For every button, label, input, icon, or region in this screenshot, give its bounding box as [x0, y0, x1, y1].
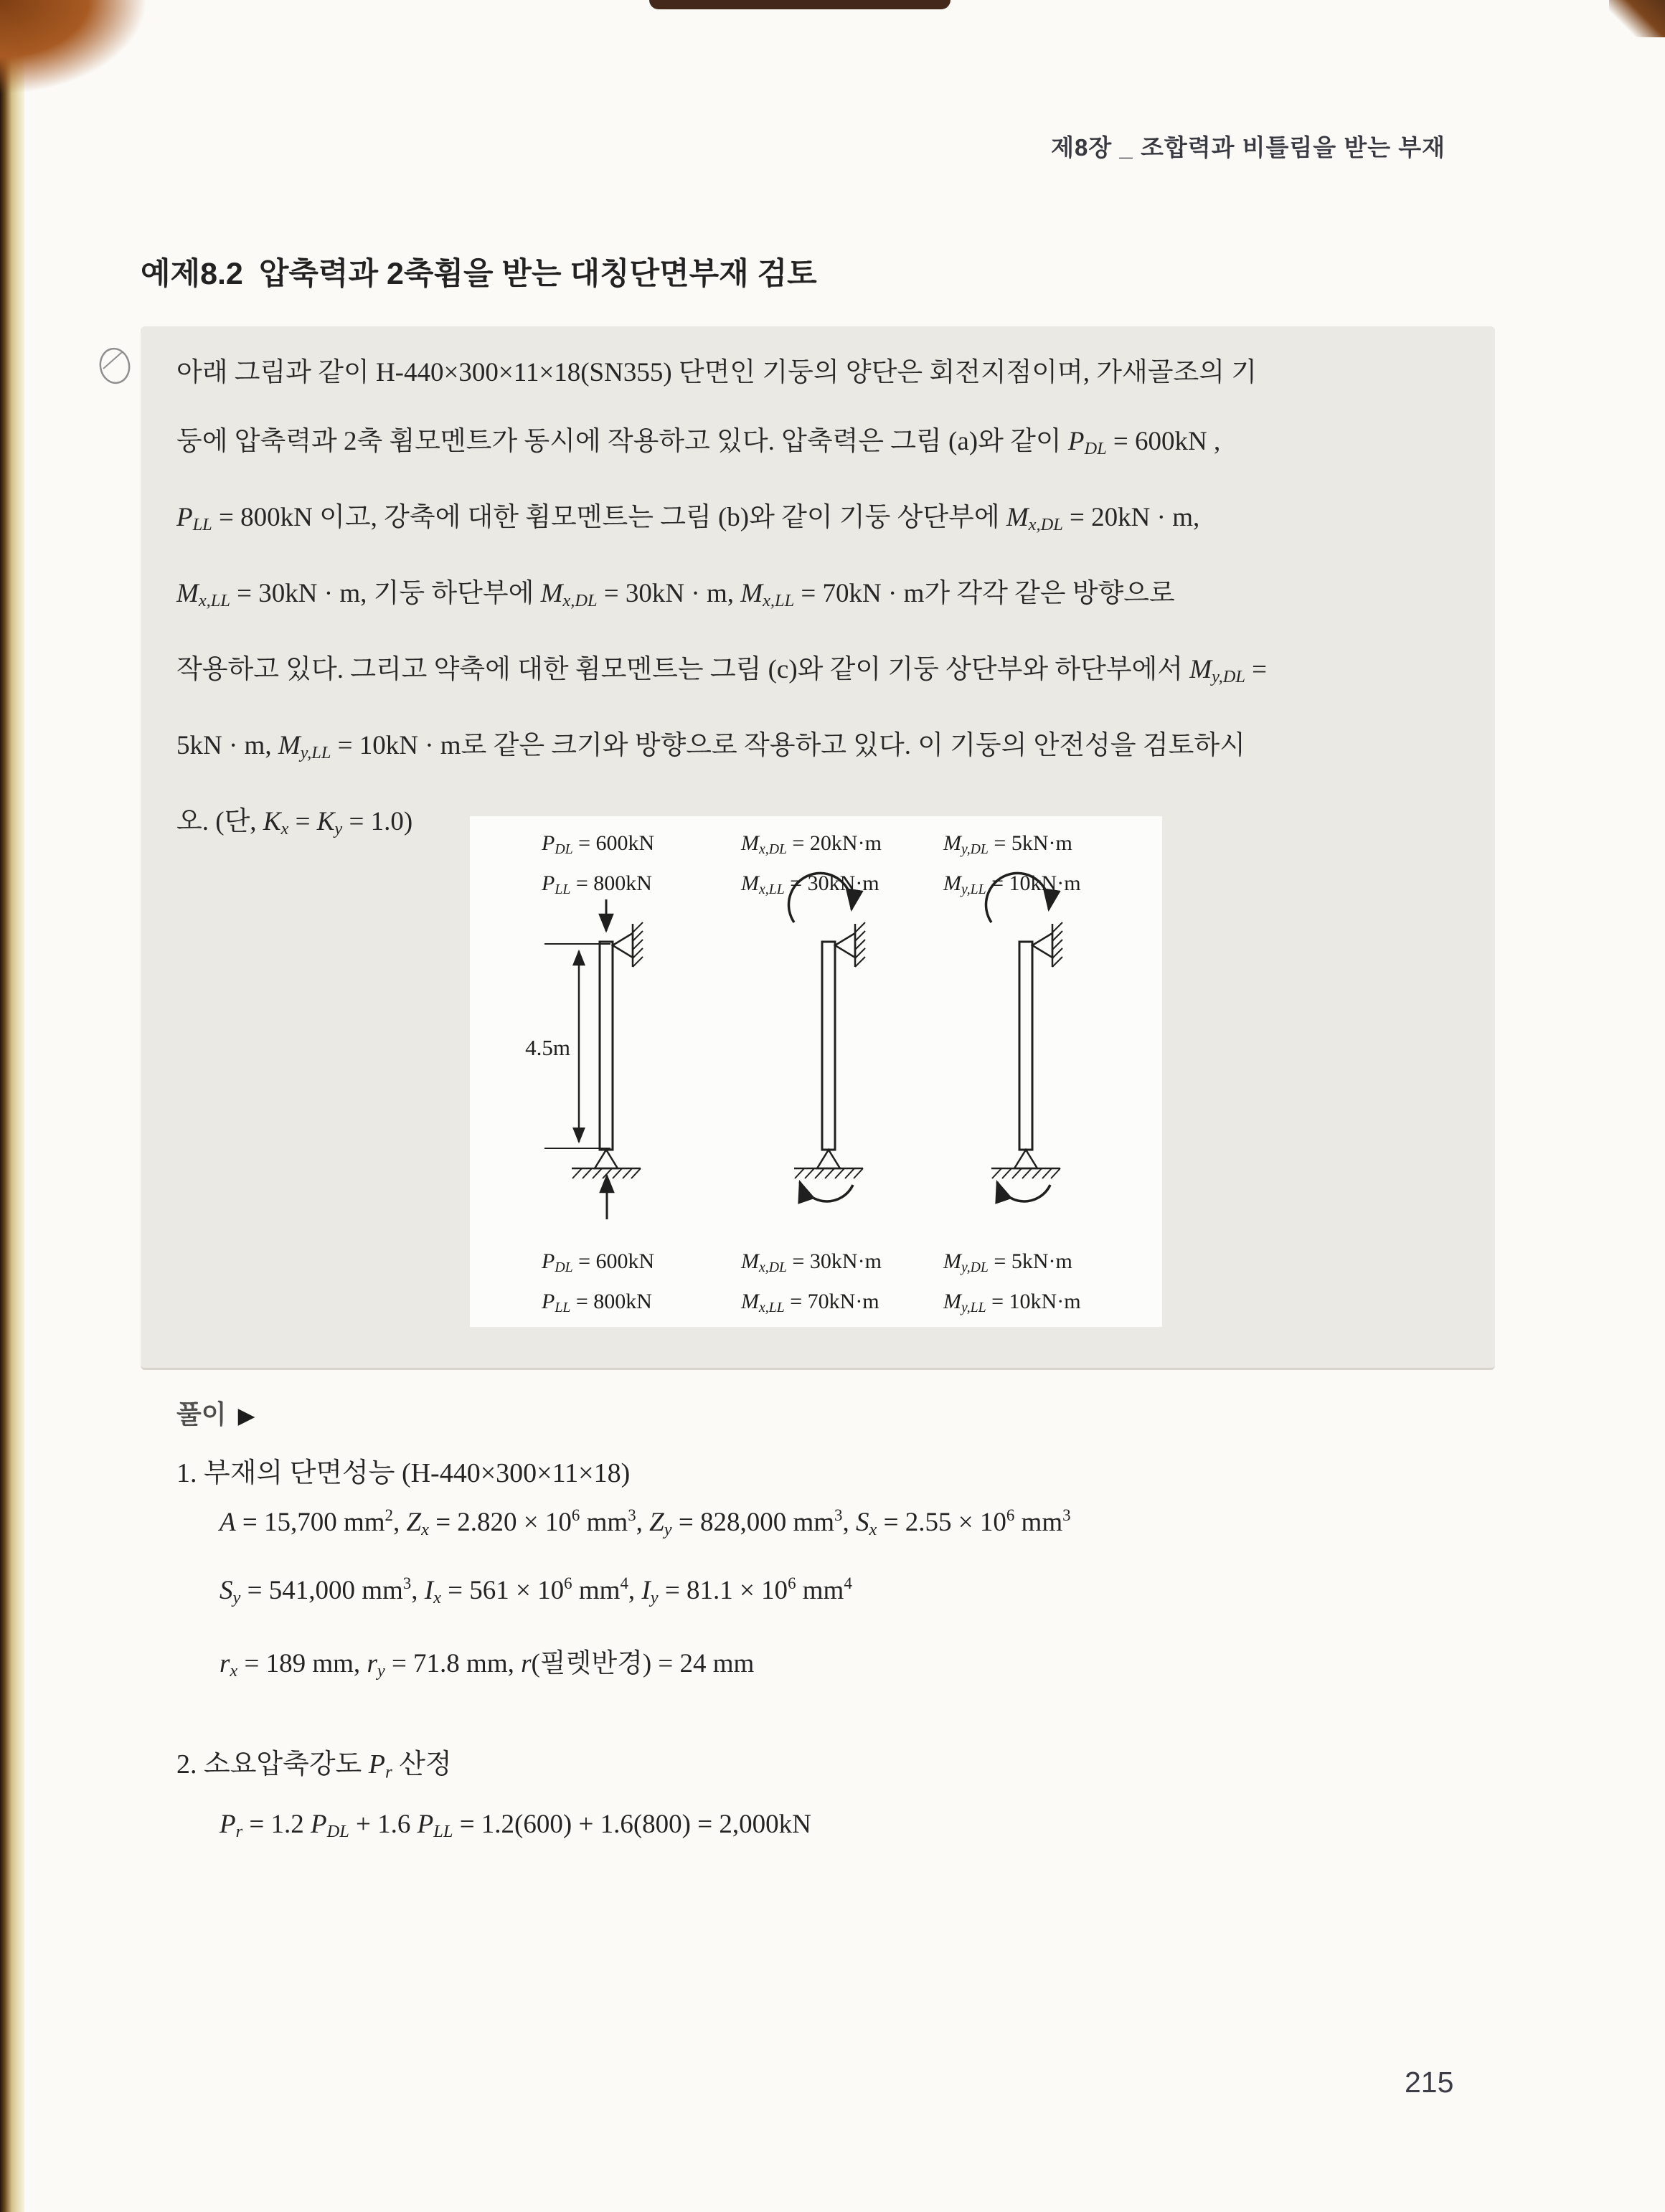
step-title: 1. 부재의 단면성능 (H-440×300×11×18): [176, 1458, 631, 1488]
figure-label-line: $M_{x,LL} = 30kN\cdot m$: [741, 871, 879, 897]
moment-arc-bottom: [997, 1182, 1050, 1201]
book-cover-corner-top-right: [1609, 0, 1665, 37]
column-member: [1019, 942, 1032, 1150]
dimension-label: 4.5m: [525, 1035, 570, 1060]
figure-label-line: $M_{x,DL} = 30kN\cdot m$: [741, 1249, 882, 1275]
problem-line: 5kN · m, $M_{y,LL} = 10kN \cdot m$로 같은 크기와 방향으로 작용하고 있다. 이 기둥의 안전성을 검토하시: [176, 731, 1245, 763]
figure-label-top-c: [943, 826, 1081, 907]
dimension-line: [525, 944, 610, 1148]
figure-label-line: $P_{LL} = 800kN$: [542, 1289, 652, 1315]
pin-support-bottom: [794, 1150, 863, 1178]
figure-label-line: $M_{y,DL} = 5kN\cdot m$: [943, 831, 1072, 857]
example-title-text: 압축력과 2축휨을 받는 대칭단면부재 검토: [258, 257, 817, 291]
figure-label-line: $M_{x,LL} = 70kN\cdot m$: [741, 1289, 879, 1315]
figure-label-line: $P_{DL} = 600kN$: [542, 1249, 655, 1275]
figure-box: [470, 816, 1162, 1327]
book-binding: [0, 0, 24, 2212]
pin-support-bottom: [572, 1150, 641, 1178]
problem-line: $M_{x,LL} = 30kN \cdot m$, 기둥 하단부에 $M_{x,DL} = 30kN \cdot m$, $M_{x,LL} = 70kN \cdot m$가 각각 같은 방향으로: [176, 579, 1175, 611]
pin-support-top: [613, 922, 643, 967]
problem-line: 오. (단, $K_x = K_y = 1.0$): [176, 807, 413, 839]
figure-label-line: $P_{DL} = 600kN$: [542, 831, 655, 857]
column-member: [600, 942, 613, 1150]
column-b-diagram: [788, 873, 865, 1201]
figure-label-line: $P_{LL} = 800kN$: [542, 871, 652, 897]
column-a-diagram: [525, 899, 643, 1219]
play-icon: ▶: [237, 1403, 255, 1428]
pin-support-top: [1032, 922, 1062, 967]
figure-label-bottom-a: [542, 1244, 654, 1325]
problem-line: 둥에 압축력과 2축 휨모멘트가 동시에 작용하고 있다. 압축력은 그림 (a)와 같이 $P_{DL} = 600kN$ ,: [176, 427, 1221, 459]
column-member: [822, 942, 835, 1150]
solution-label-text: 풀이: [176, 1399, 227, 1429]
figure-label-line: $M_{y,LL} = 10kN\cdot m$: [943, 1289, 1081, 1315]
solution-label: [176, 1394, 255, 1431]
pencil-circle-icon: [96, 345, 133, 387]
book-cover-edge-top: [649, 0, 951, 9]
book-cover-corner-top-left: [0, 0, 194, 129]
formula-line: $r_x = 189$ mm, $r_y = 71.8$ mm, r(필렛반경) = 24 mm: [220, 1649, 755, 1681]
formula-line: $P_r = 1.2$ $P_{DL} + 1.6$ $P_{LL} = 1.2(600) + 1.6(800) = 2,000kN$: [220, 1810, 811, 1842]
figure-label-bottom-b: [741, 1244, 882, 1325]
column-c-diagram: [986, 873, 1062, 1201]
figure-label-line: $M_{y,LL} = 10kN\cdot m$: [943, 871, 1081, 897]
figure-label-top-b: [741, 826, 882, 907]
problem-text: [176, 339, 1475, 864]
pin-support-top: [835, 922, 865, 967]
figure-label-bottom-c: [943, 1244, 1081, 1325]
example-label: 예제8.2: [141, 257, 243, 291]
pin-support-bottom: [991, 1150, 1060, 1178]
problem-line: 아래 그림과 같이 H-440×300×11×18(SN355) 단면인 기둥의 양단은 회전지점이며, 가새골조의 기: [176, 358, 1257, 387]
page-number: 215: [1405, 2066, 1454, 2099]
formula-line: A = 15,700 $mm^2$, $Z_x = 2.820 \times 10^6$ $mm^3$, $Z_y = 828,000$ $mm^3$, $S_x = 2.55 \times 10^6$ $mm^3$: [220, 1506, 1071, 1539]
moment-arc-bottom: [800, 1182, 853, 1201]
figure-label-line: $M_{x,DL} = 20kN\cdot m$: [741, 831, 882, 857]
chapter-header: 제8장 _ 조합력과 비틀림을 받는 부재: [1051, 134, 1445, 161]
problem-line: 작용하고 있다. 그리고 약축에 대한 휨모멘트는 그림 (c)와 같이 기둥 상단부와 하단부에서 $M_{y,DL}$ =: [176, 655, 1268, 687]
problem-line: $P_{LL} = 800kN$ 이고, 강축에 대한 휨모멘트는 그림 (b)와 같이 기둥 상단부에 $M_{x,DL} = 20kN \cdot m$,: [176, 503, 1200, 535]
example-title: [141, 250, 817, 293]
formula-line: $S_y = 541,000$ $mm^3$, $I_x = 561 \times 10^6$ $mm^4$, $I_y = 81.1 \times 10^6$ $mm^4$: [220, 1574, 852, 1607]
step-title: 2. 소요압축강도 $P_r$ 산정: [176, 1749, 452, 1782]
figure-label-line: $M_{y,DL} = 5kN\cdot m$: [943, 1249, 1072, 1275]
figure-label-top-a: [542, 826, 654, 907]
